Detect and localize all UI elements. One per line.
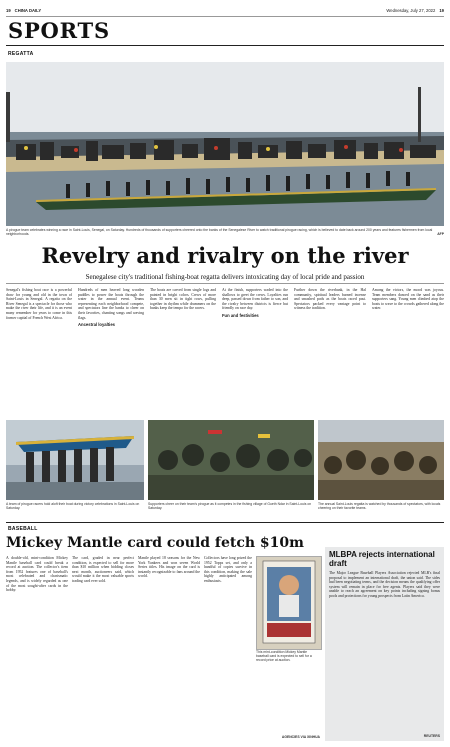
regatta-photo-boat-aloft (6, 420, 144, 500)
regatta-photo-4-caption: The annual Saint-Louis regatta is watched by thousands of spectators, with locals cheering on their favorite teams. (318, 502, 441, 511)
masthead-bar (6, 4, 444, 17)
page-number-left: 19 (6, 7, 11, 13)
section-rule (6, 45, 444, 46)
subhead-ancestral-loyalties: Ancestral loyalties (78, 322, 116, 328)
issue-date: Wednesday, July 27, 2022 (386, 7, 436, 13)
regatta-photo-supporters (148, 420, 314, 500)
regatta-photo-3-caption: Supporters cheer on their team's pirogue as it competes in the fishing village of Gueth Ndar in Saint-Louis on Saturday. (148, 502, 312, 511)
mlbpa-credit: REUTERS (423, 733, 440, 738)
regatta-main-photo (6, 62, 444, 226)
regatta-photo-regatta-crowd (318, 420, 444, 500)
regatta-label: REGATTA (8, 51, 34, 57)
subhead-fun-festivities: Fun and festivities (222, 312, 259, 318)
mickey-mantle-card-photo (256, 556, 322, 650)
mlbpa-headline: MLBPA rejects international draft (329, 550, 435, 568)
baseball-column-2: The card, graded in near perfect condition, is expected to sell for more than $10 million when bidding closes next month, auctioneers said, which would make it the most valuable sports trading card ever sold. (72, 556, 134, 583)
regatta-photo-2-caption: A team of pirogue racers hold aloft their boat during victory celebrations in Saint-Louis on Saturday. (6, 502, 140, 511)
baseball-credit: AGENCIES VIA XINHUA (281, 735, 320, 739)
regatta-column-4 (222, 288, 288, 319)
section-title: SPORTS (8, 18, 110, 43)
regatta-column-4-text: At the finish, supporters waded into the shallows to greet the crews. Loyalties run deep, passed down from father to son, and the rivalry between districts is fierce but friendly on race day. (222, 288, 288, 311)
baseball-column-3: Mantle played 18 seasons for the New York Yankees and won seven World Series titles. His image on the card is instantly recognizable to fans around the world. (138, 556, 200, 579)
regatta-column-5: Further down the riverbank, in the Hal community, spiritual leaders burned incense and smashed pods as the boats raced past. Spectators packed every vantage point to witness the tradition. (294, 288, 366, 311)
regatta-deck: Senegalese city's traditional fishing-boat regatta delivers intoxicating day of local pride and passion (85, 273, 365, 281)
regatta-main-credit: AFP (437, 232, 444, 237)
regatta-main-caption-text: A pirogue team celebrates winning a race in Saint-Louis, Senegal, on Saturday. Hundreds of thousands of supporters cheered onto the banks of the Senegalese River to watch traditional pirogue racing, which is believed to date back around 200 years and features fishermen from local neighborhoods. (6, 228, 433, 237)
regatta-column-1: Senegal's fishing boat race is a powerful draw for young and old in the town of Saint-Louis in Senegal. A regatta on the River Senegal is a spectacle for those who make the river their life, and it is an event many remember for years to come in this former capital of French West Africa. (6, 288, 72, 320)
baseball-headline: Mickey Mantle card could fetch $10m (6, 535, 304, 551)
regatta-column-2-text: Hundreds of men heaved long wooden paddles to power the boats through the water in the annual event. Teams representing each neighborhood compete, and spectators line the banks to cheer on their favorites, chanting songs and waving flags. (78, 288, 144, 320)
regatta-column-2 (78, 288, 144, 328)
baseball-rule (6, 522, 444, 523)
regatta-column-3: The boats are carved from single logs and painted in bright colors. Crews of more than 30 men sit in tight rows, pulling together in rhythm while drummers on the banks keep the tempo for the racers. (150, 288, 216, 311)
regatta-column-6: Among the victors, the mood was joyous. Team members danced on the sand as their supporters sang. Young men climbed atop the boats to wave to the crowds gathered along the water. (372, 288, 444, 311)
mlbpa-body: The Major League Baseball Players Association rejected MLB's final proposal to implement an international draft, the union said. The sides had been negotiating terms, and the decision means the qualifying offer system will remain in place for free agents. Players said they were unable to reach an agreement on key points including signing bonus pools and protections for young prospects from Latin America. (329, 571, 440, 598)
brand-name: CHINA DAILY (14, 7, 42, 13)
regatta-main-caption (6, 228, 444, 236)
baseball-column-4: Collectors have long prized the 1952 Topps set, and only a handful of copies survive in this condition, making the sale highly anticipated among enthusiasts. (204, 556, 252, 583)
baseball-photo-caption: This mint-condition Mickey Mantle baseball card is expected to sell for a record price at auction. (256, 650, 312, 663)
mlbpa-sidebar (325, 547, 444, 741)
baseball-label: BASEBALL (8, 526, 38, 532)
baseball-column-1: A double-old, mint-condition Mickey Mantle baseball card could break a record at auction. The collector's item from 1952 features one of baseball's most celebrated and charismatic legends, and is widely regarded as one of the most sought-after cards in the hobby. (6, 556, 68, 593)
page-number: 19 (439, 7, 444, 13)
regatta-headline: Revelry and rivalry on the river (41, 243, 409, 268)
